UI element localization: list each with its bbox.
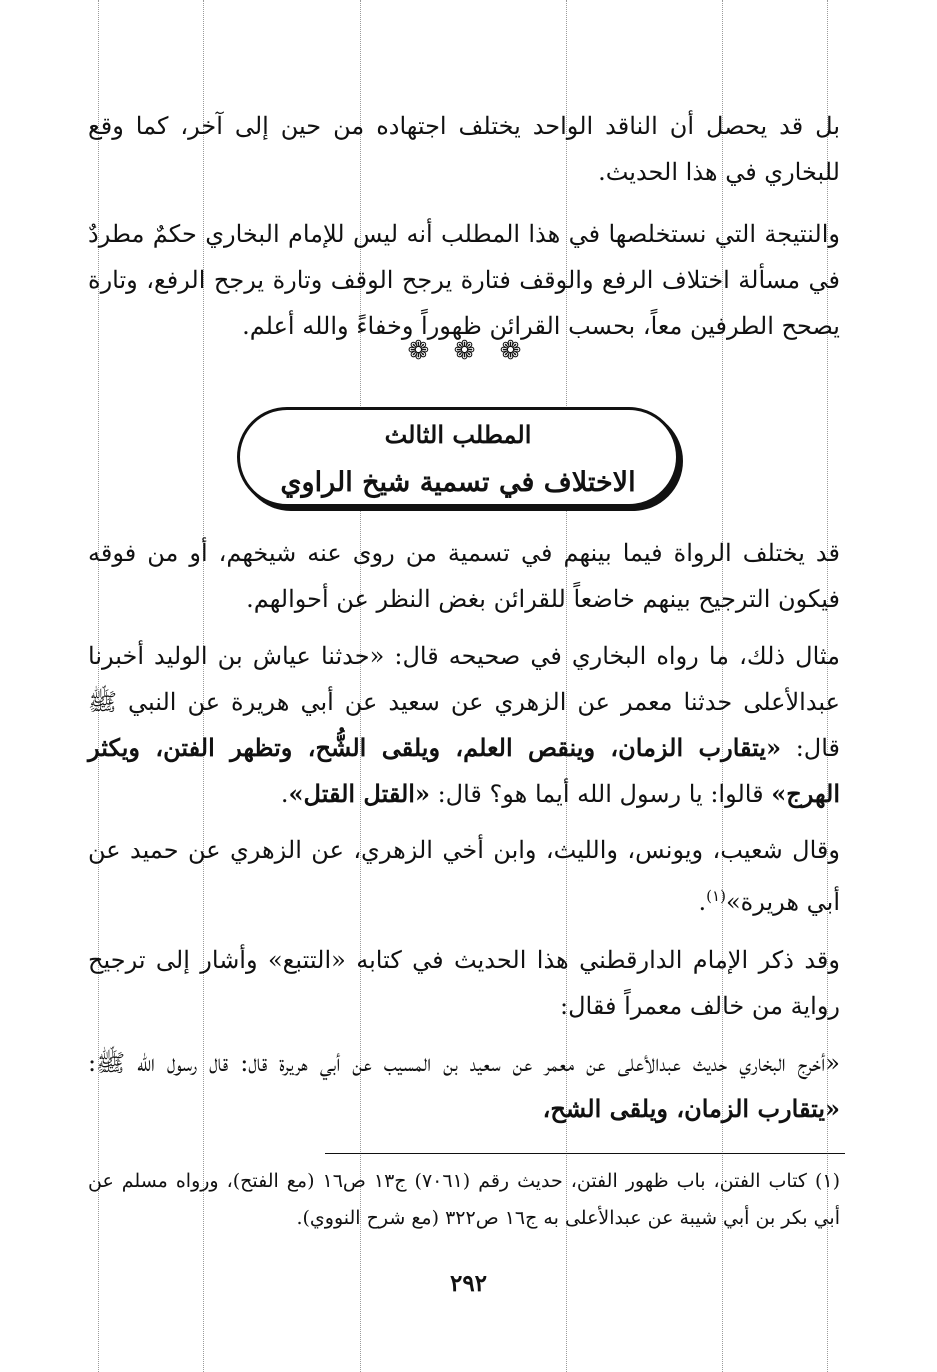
body-block-4	[88, 937, 840, 1029]
body-block-3	[88, 827, 840, 925]
paragraph-2: والنتيجة التي نستخلصها في هذا المطلب أنه ليس للإمام البخاري حكمٌ مطردٌ في مسألة اختلاف الرفع والوقف فتارة يرجح الوقف وتارة يرجح الرفع، وتارة يصحح الطرفين معاً، بحسب القرائن ظهوراً وخفاءً والله أعلم.	[88, 220, 840, 340]
paragraph-3: قد يختلف الرواة فيما بينهم في تسمية من روى عنه شيخهم، أو من فوقه فيكون الترجيح بينهم خاضعاً للقرائن بغض النظر عن أحوالهم.	[88, 539, 840, 613]
section-heading-title: المطلب الثالث	[384, 420, 532, 449]
section-divider-ornament: ❁ ❁ ❁	[407, 336, 530, 366]
footnote-separator	[325, 1153, 845, 1154]
footnotes	[88, 1163, 840, 1237]
paragraph-1: بل قد يحصل أن الناقد الواحد يختلف اجتهاده من حين إلى آخر، كما وقع للبخاري في هذا الحديث.	[88, 112, 841, 186]
quote-chain: «أخرج البخاري حديث عبدالأعلى عن معمر عن سعيد بن المسيب عن أبي هريرة قال: قال رسول الله ﷺ:	[88, 1049, 840, 1077]
paragraph-5	[88, 827, 840, 925]
section-heading-subtitle: الاختلاف في تسمية شيخ الراوي	[280, 467, 636, 498]
body-block-2	[88, 633, 840, 817]
body-block-1	[88, 530, 840, 622]
hadith-question: قالوا: يا رسول الله أيما هو؟ قال:	[429, 780, 772, 808]
page-number: ٢٩٢	[449, 1270, 488, 1297]
quote-hadith: «يتقارب الزمان، ويلقى الشح،	[542, 1094, 840, 1123]
body-block-5	[88, 1040, 840, 1132]
paragraph-4-end: .	[280, 780, 289, 808]
paragraph-5-end: .	[698, 888, 707, 916]
paragraph-5-text: وقال شعيب، ويونس، والليث، وابن أخي الزهري، عن الزهري عن حميد عن أبي هريرة»	[88, 836, 840, 916]
paragraph-7	[88, 1040, 840, 1132]
footnote-ref: (١)	[706, 887, 726, 905]
paragraph-6: وقد ذكر الإمام الدارقطني هذا الحديث في كتابه «التتبع» وأشار إلى ترجيح رواية من خالف معمراً فقال:	[88, 946, 840, 1020]
footnote-1: (١) كتاب الفتن، باب ظهور الفتن، حديث رقم (٧٠٦١) ج١٣ ص١٦ (مع الفتح)، ورواه مسلم عن أبي بكر بن أبي شيبة عن عبدالأعلى به ج١٦ ص٣٢٢ (مع شرح النووي).	[88, 1170, 841, 1229]
hadith-chain: مثال ذلك، ما رواه البخاري في صحيحه قال: «حدثنا عياش بن الوليد أخبرنا عبدالأعلى حدثنا معمر عن الزهري عن سعيد عن أبي هريرة عن النبي ﷺ قال:	[88, 642, 841, 762]
hadith-answer: «القتل القتل»	[288, 779, 430, 808]
hadith-text: «يتقارب الزمان، وينقص العلم، ويلقى الشُّح، وتظهر الفتن، ويكثر الهرج»	[88, 733, 840, 808]
paragraph-4	[88, 633, 840, 817]
intro-block	[88, 103, 840, 349]
